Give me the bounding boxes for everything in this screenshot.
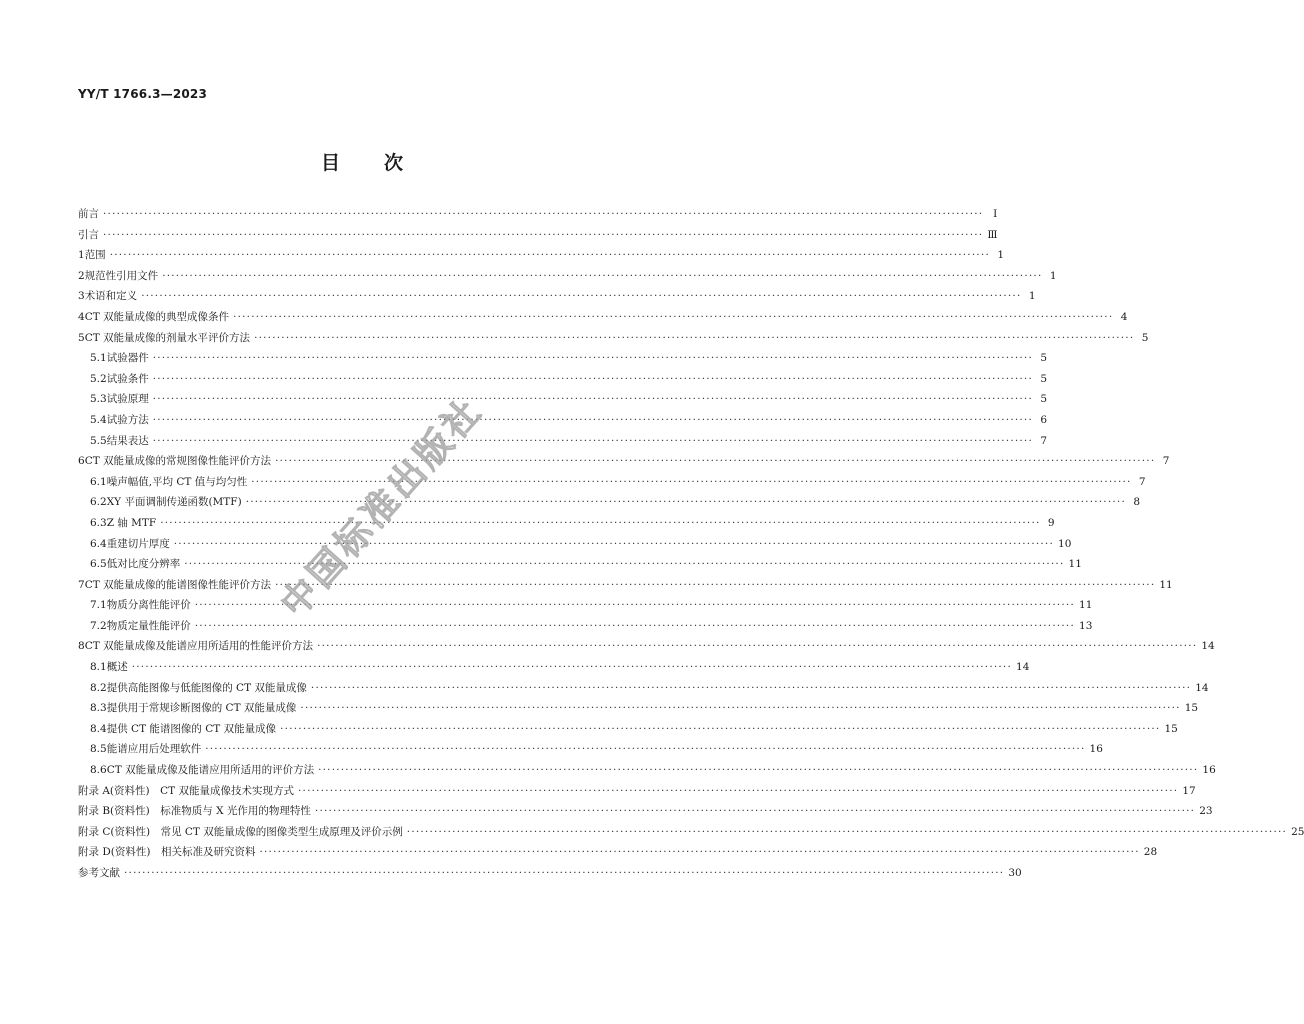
toc-entry[interactable]: [78, 245, 1004, 266]
toc-entry[interactable]: [78, 698, 1199, 719]
toc-entry-title: 概述: [106, 661, 128, 674]
toc-entry[interactable]: [78, 595, 1093, 616]
toc-entry-number: 8.6: [90, 764, 107, 777]
toc-entry-number: 7.2: [90, 619, 107, 632]
toc-entry-number: 4: [78, 310, 85, 323]
toc-entry[interactable]: [78, 719, 1178, 740]
page-title: [0, 148, 724, 175]
toc-entry-page: Ⅲ: [987, 228, 998, 241]
toc-entry-page: 10: [1058, 537, 1072, 550]
toc-entry-title: 物质定量性能评价: [106, 619, 191, 632]
toc-entry-title: CT 双能量成像的常规图像性能评价方法: [84, 455, 272, 468]
toc-entry-title: 能谱应用后处理软件: [106, 743, 202, 756]
watermark: 中国标准出版社: [273, 389, 492, 626]
toc-entry-page: 14: [1201, 640, 1215, 653]
toc-entry-title: 术语和定义: [84, 290, 138, 303]
toc-entry-number: 7: [78, 578, 85, 591]
toc-entry[interactable]: [78, 739, 1103, 760]
toc-entry[interactable]: [78, 842, 1158, 863]
toc-entry-title: CT 双能量成像的能谱图像性能评价方法: [84, 578, 272, 591]
toc-dot-leader: [275, 575, 1155, 596]
toc-entry-number: 6.4: [90, 537, 107, 550]
toc-entry-number: 6.3: [90, 516, 107, 529]
toc-entry-page: 15: [1184, 702, 1199, 715]
toc-entry-title: CT 双能量成像及能谱应用所适用的性能评价方法: [84, 640, 314, 653]
toc-entry-number: 5.4: [90, 413, 107, 426]
toc-dot-leader: [275, 451, 1155, 472]
toc-entry-title: 噪声幅值,平均 CT 值与均匀性: [106, 475, 248, 488]
toc-entry-page: 16: [1089, 743, 1103, 756]
toc-entry-number: 5: [78, 331, 85, 344]
toc-entry[interactable]: [78, 554, 1082, 575]
toc-dot-leader: [195, 595, 1075, 616]
toc-entry-page: 4: [1120, 310, 1128, 323]
toc-entry-title: 结果表达: [106, 434, 149, 447]
toc-entry-page: 9: [1047, 516, 1055, 529]
table-of-contents: [78, 204, 1304, 884]
toc-entry[interactable]: [78, 204, 998, 225]
toc-entry-page: 5: [1040, 393, 1048, 406]
toc-entry-title: CT 双能量成像的剂量水平评价方法: [84, 331, 251, 344]
toc-entry[interactable]: [78, 575, 1173, 596]
toc-entry-page: 15: [1164, 722, 1178, 735]
toc-entry-title: 附录 A(资料性) CT 双能量成像技术实现方式: [78, 784, 294, 797]
toc-entry-number: 6.5: [90, 558, 107, 571]
toc-entry[interactable]: [78, 636, 1215, 657]
toc-dot-leader: [300, 698, 1180, 719]
toc-dot-leader: [315, 801, 1195, 822]
toc-entry-title: 物质分离性能评价: [106, 599, 191, 612]
toc-entry-number: 1: [78, 249, 85, 262]
toc-entry-page: 28: [1143, 846, 1158, 859]
toc-entry-number: 5.5: [90, 434, 107, 447]
toc-dot-leader: [184, 554, 1064, 575]
toc-entry-page: 23: [1199, 805, 1213, 818]
toc-dot-leader: [251, 472, 1131, 493]
toc-entry[interactable]: [78, 266, 1057, 287]
toc-entry-page: 25: [1291, 825, 1304, 838]
toc-entry-number: 7.1: [90, 599, 107, 612]
toc-dot-leader: [298, 781, 1178, 802]
toc-entry-number: 3: [78, 290, 85, 303]
toc-entry-page: 7: [1162, 455, 1170, 468]
toc-entry-number: 5.3: [90, 393, 107, 406]
toc-dot-leader: [407, 822, 1287, 843]
toc-entry-page: 13: [1079, 619, 1093, 632]
toc-entry-page: 7: [1040, 434, 1048, 447]
toc-entry-title: 试验条件: [106, 372, 149, 385]
toc-dot-leader: [153, 348, 1033, 369]
toc-entry-page: 11: [1079, 599, 1093, 612]
toc-dot-leader: [311, 678, 1191, 699]
toc-entry-title: 试验原理: [106, 393, 149, 406]
toc-entry[interactable]: [78, 513, 1055, 534]
toc-entry-page: 1: [1028, 290, 1036, 303]
toc-entry-title: 重建切片厚度: [106, 537, 170, 550]
toc-entry-page: 7: [1138, 475, 1146, 488]
toc-entry-page: 5: [1141, 331, 1149, 344]
toc-entry-number: 6.2: [90, 496, 107, 509]
toc-dot-leader: [153, 431, 1033, 452]
toc-entry-title: Z 轴 MTF: [106, 516, 157, 529]
toc-dot-leader: [205, 739, 1085, 760]
toc-entry-page: 14: [1016, 661, 1030, 674]
toc-entry-title: 前言: [78, 208, 99, 220]
toc-entry[interactable]: [78, 616, 1093, 637]
toc-entry-page: Ⅰ: [993, 208, 998, 220]
toc-dot-leader: [254, 328, 1134, 349]
toc-entry[interactable]: [78, 863, 1022, 884]
toc-entry[interactable]: [78, 492, 1140, 513]
toc-entry[interactable]: [78, 451, 1170, 472]
toc-entry-page: 8: [1133, 496, 1140, 509]
toc-dot-leader: [141, 286, 1021, 307]
toc-entry-title: 附录 C(资料性) 常见 CT 双能量成像的图像类型生成原理及评价示例: [78, 825, 403, 838]
toc-entry-number: 2: [78, 269, 85, 282]
toc-entry[interactable]: [78, 678, 1209, 699]
toc-entry-title: 提供高能图像与低能图像的 CT 双能量成像: [106, 681, 307, 694]
toc-entry[interactable]: [78, 307, 1128, 328]
toc-entry[interactable]: [78, 781, 1196, 802]
toc-entry-page: 6: [1040, 413, 1048, 426]
toc-entry[interactable]: [78, 534, 1072, 555]
toc-entry-title: 附录 B(资料性) 标准物质与 X 光作用的物理特性: [78, 805, 311, 818]
toc-dot-leader: [124, 863, 1004, 884]
toc-dot-leader: [153, 369, 1033, 390]
toc-entry[interactable]: [78, 822, 1304, 843]
toc-dot-leader: [132, 657, 1012, 678]
toc-entry-number: 6.1: [90, 475, 107, 488]
toc-dot-leader: [174, 534, 1054, 555]
toc-entry-title: 试验器件: [106, 352, 149, 365]
toc-entry-page: 16: [1202, 764, 1216, 777]
toc-entry-page: 14: [1195, 681, 1209, 694]
toc-entry-title: 附录 D(资料性) 相关标准及研究资料: [78, 846, 256, 859]
toc-dot-leader: [317, 636, 1197, 657]
toc-entry-title: 参考文献: [78, 867, 120, 879]
toc-entry-page: 5: [1040, 372, 1048, 385]
toc-entry-number: 6: [78, 455, 85, 468]
toc-entry-number: 5.2: [90, 372, 107, 385]
toc-dot-leader: [103, 225, 983, 246]
toc-entry-title: 引言: [78, 228, 99, 241]
toc-dot-leader: [103, 204, 983, 225]
toc-entry[interactable]: [78, 369, 1048, 390]
toc-dot-leader: [318, 760, 1198, 781]
toc-entry-number: 8.3: [90, 702, 107, 715]
toc-dot-leader: [153, 389, 1033, 410]
toc-entry-title: CT 双能量成像及能谱应用所适用的评价方法: [106, 764, 315, 777]
toc-entry-title: 试验方法: [106, 413, 149, 426]
toc-entry-number: 8.2: [90, 681, 107, 694]
standard-code: YY/T 1766.3—2023: [78, 87, 208, 101]
toc-dot-leader: [233, 307, 1113, 328]
toc-entry-page: 30: [1008, 867, 1022, 879]
toc-dot-leader: [280, 719, 1160, 740]
toc-entry[interactable]: [78, 760, 1216, 781]
toc-entry-page: 1: [997, 249, 1004, 262]
toc-entry-page: 11: [1068, 558, 1082, 571]
toc-dot-leader: [195, 616, 1075, 637]
toc-entry-number: 5.1: [90, 352, 107, 365]
toc-entry[interactable]: [78, 328, 1149, 349]
toc-entry[interactable]: [78, 286, 1036, 307]
toc-dot-leader: [160, 513, 1040, 534]
toc-dot-leader: [153, 410, 1033, 431]
toc-entry-number: 8.5: [90, 743, 107, 756]
toc-dot-leader: [162, 266, 1042, 287]
toc-entry[interactable]: [78, 801, 1213, 822]
toc-entry-title: 规范性引用文件: [84, 269, 159, 282]
toc-entry[interactable]: [78, 431, 1048, 452]
toc-dot-leader: [110, 245, 990, 266]
toc-entry-page: 17: [1182, 784, 1196, 797]
toc-entry-page: 11: [1159, 578, 1173, 591]
toc-entry[interactable]: [78, 472, 1146, 493]
toc-entry-title: XY 平面调制传递函数(MTF): [106, 496, 242, 509]
toc-entry-page: 5: [1040, 352, 1048, 365]
toc-entry[interactable]: [78, 657, 1030, 678]
toc-entry-number: 8.1: [90, 661, 107, 674]
toc-dot-leader: [259, 842, 1139, 863]
toc-entry-title: 低对比度分辨率: [106, 558, 181, 571]
toc-dot-leader: [246, 492, 1126, 513]
title-char-2: 次: [384, 152, 404, 174]
toc-entry[interactable]: [78, 225, 998, 246]
toc-entry-title: CT 双能量成像的典型成像条件: [84, 310, 230, 323]
title-char-1: 目: [320, 152, 340, 174]
toc-entry-number: 8.4: [90, 722, 107, 735]
toc-entry-title: 提供用于常规诊断图像的 CT 双能量成像: [106, 702, 297, 715]
toc-entry-number: 8: [78, 640, 85, 653]
toc-entry[interactable]: [78, 348, 1048, 369]
toc-entry-title: 范围: [84, 249, 106, 262]
toc-entry[interactable]: [78, 410, 1048, 431]
toc-entry-page: 1: [1049, 269, 1057, 282]
toc-entry-title: 提供 CT 能谱图像的 CT 双能量成像: [106, 722, 277, 735]
toc-entry[interactable]: [78, 389, 1048, 410]
